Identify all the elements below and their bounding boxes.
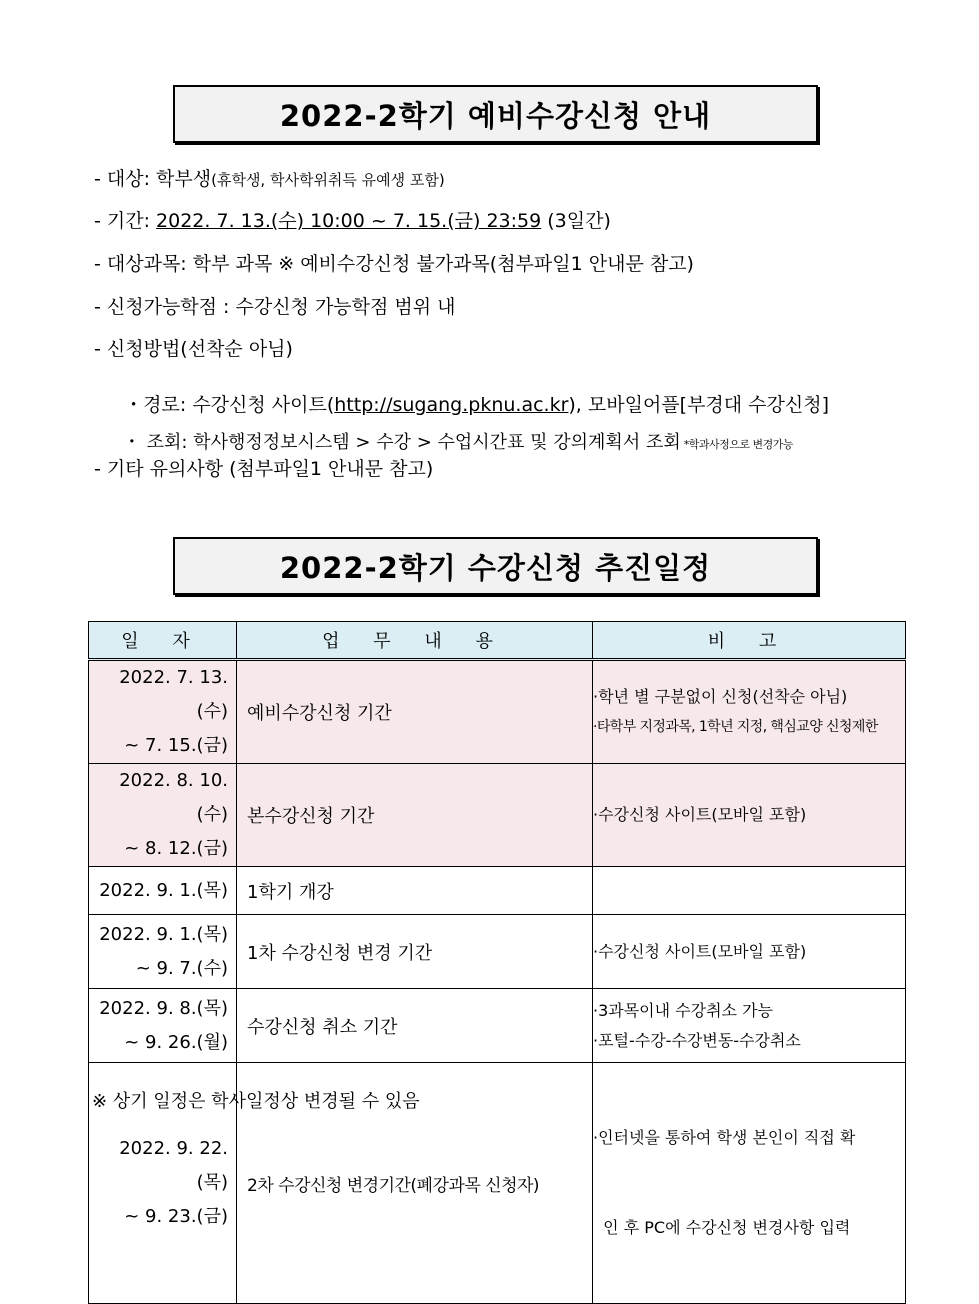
period-line <box>94 212 611 231</box>
note-cell <box>593 989 906 1063</box>
credit-line: - 신청가능학점 : 수강신청 가능학점 범위 내 <box>94 296 456 318</box>
date-start: 2022. 9. 22.(목) <box>119 1138 228 1193</box>
route-url[interactable]: http://sugang.pknu.ac.kr <box>334 394 569 416</box>
route-prefix: ・경로: 수강신청 사이트( <box>112 394 335 416</box>
course-line: - 대상과목: 학부 과목 ※ 예비수강신청 불가과목(첨부파일1 안내문 참고) <box>94 253 694 275</box>
date-cell <box>89 989 237 1063</box>
task-cell: 2차 수강신청 변경기간(폐강과목 신청자) <box>237 1063 593 1304</box>
date-start: 2022. 9. 8.(목) <box>99 997 228 1019</box>
date-end: ~ 7. 15.(금) <box>124 735 228 756</box>
schedule-table <box>88 621 906 1304</box>
date-start: 2022. 9. 1.(목) <box>99 923 228 945</box>
date-cell <box>89 764 237 867</box>
note-cell <box>593 867 906 915</box>
date-end: ~ 9. 7.(수) <box>135 957 228 979</box>
table-row <box>89 867 906 915</box>
route-line <box>100 377 829 415</box>
table-row <box>89 764 906 867</box>
date-start: 2022. 7. 13.(수) <box>119 667 228 722</box>
date-cell <box>89 660 237 764</box>
note-line: ·3과목이내 수강취소 가능 <box>593 1000 773 1020</box>
note-cell <box>593 764 906 867</box>
note-line: 인 후 PC에 수강신청 변경사항 입력 <box>593 1218 851 1237</box>
route-suffix: ), 모바일어플[부경대 수강신청] <box>568 394 829 416</box>
task-cell: 본수강신청 기간 <box>237 764 593 867</box>
note-line: ·학년 별 구분없이 신청(선착순 아님) <box>593 687 848 706</box>
task-cell: 예비수강신청 기간 <box>237 660 593 764</box>
note-cell <box>593 915 906 989</box>
task-cell: 1학기 개강 <box>237 867 593 915</box>
table-row <box>89 989 906 1063</box>
notice-title: 2022-2학기 예비수강신청 안내 <box>173 85 818 143</box>
date-cell <box>89 915 237 989</box>
date-start: 2022. 9. 1.(목) <box>99 879 228 901</box>
note-cell <box>593 1063 906 1304</box>
date-start: 2022. 8. 10.(수) <box>119 770 228 825</box>
note-line: ·인터넷을 통하여 학생 본인이 직접 확 <box>593 1128 856 1147</box>
note-line: ·포털-수강-수강변동-수강취소 <box>593 1030 801 1050</box>
target-sub: (휴학생, 학사학위취득 유예생 포함) <box>211 171 445 189</box>
date-end: ~ 9. 23.(금) <box>124 1206 228 1227</box>
table-row <box>89 660 906 764</box>
table-header-row <box>89 622 906 660</box>
query-main: ・ 조회: 학사행정정보시스템 > 수강 > 수업시간표 및 강의계획서 조회 <box>111 432 681 453</box>
target-line <box>94 170 445 189</box>
header-note: 비 고 <box>593 622 906 660</box>
date-end: ~ 9. 26.(월) <box>124 1031 228 1053</box>
header-date: 일 자 <box>89 622 237 660</box>
note-line: ·수강신청 사이트(모바일 포함) <box>593 805 807 824</box>
task-cell: 1차 수강신청 변경 기간 <box>237 915 593 989</box>
period-suffix: (3일간) <box>541 210 611 232</box>
note-line: ·타학부 지정과목, 1학년 지정, 핵심교양 신청제한 <box>593 719 878 735</box>
task-cell: 수강신청 취소 기간 <box>237 989 593 1063</box>
date-cell <box>89 867 237 915</box>
method-line: - 신청방법(선착순 아님) <box>94 338 293 360</box>
query-line <box>100 416 793 452</box>
query-note: *학과사정으로 변경가능 <box>680 438 793 451</box>
target-label: - 대상: 학부생 <box>94 168 212 190</box>
header-task: 업 무 내 용 <box>237 622 593 660</box>
period-label: - 기간: <box>94 210 157 232</box>
period-value: 2022. 7. 13.(수) 10:00 ~ 7. 15.(금) 23:59 <box>156 210 542 232</box>
note-cell <box>593 660 906 764</box>
etc-line: - 기타 유의사항 (첨부파일1 안내문 참고) <box>94 458 434 480</box>
table-row <box>89 915 906 989</box>
date-end: ~ 8. 12.(금) <box>124 838 228 859</box>
footer-note: ※ 상기 일정은 학사일정상 변경될 수 있음 <box>92 1091 420 1112</box>
note-line: ·수강신청 사이트(모바일 포함) <box>593 941 807 961</box>
schedule-title: 2022-2학기 수강신청 추진일정 <box>173 537 818 595</box>
